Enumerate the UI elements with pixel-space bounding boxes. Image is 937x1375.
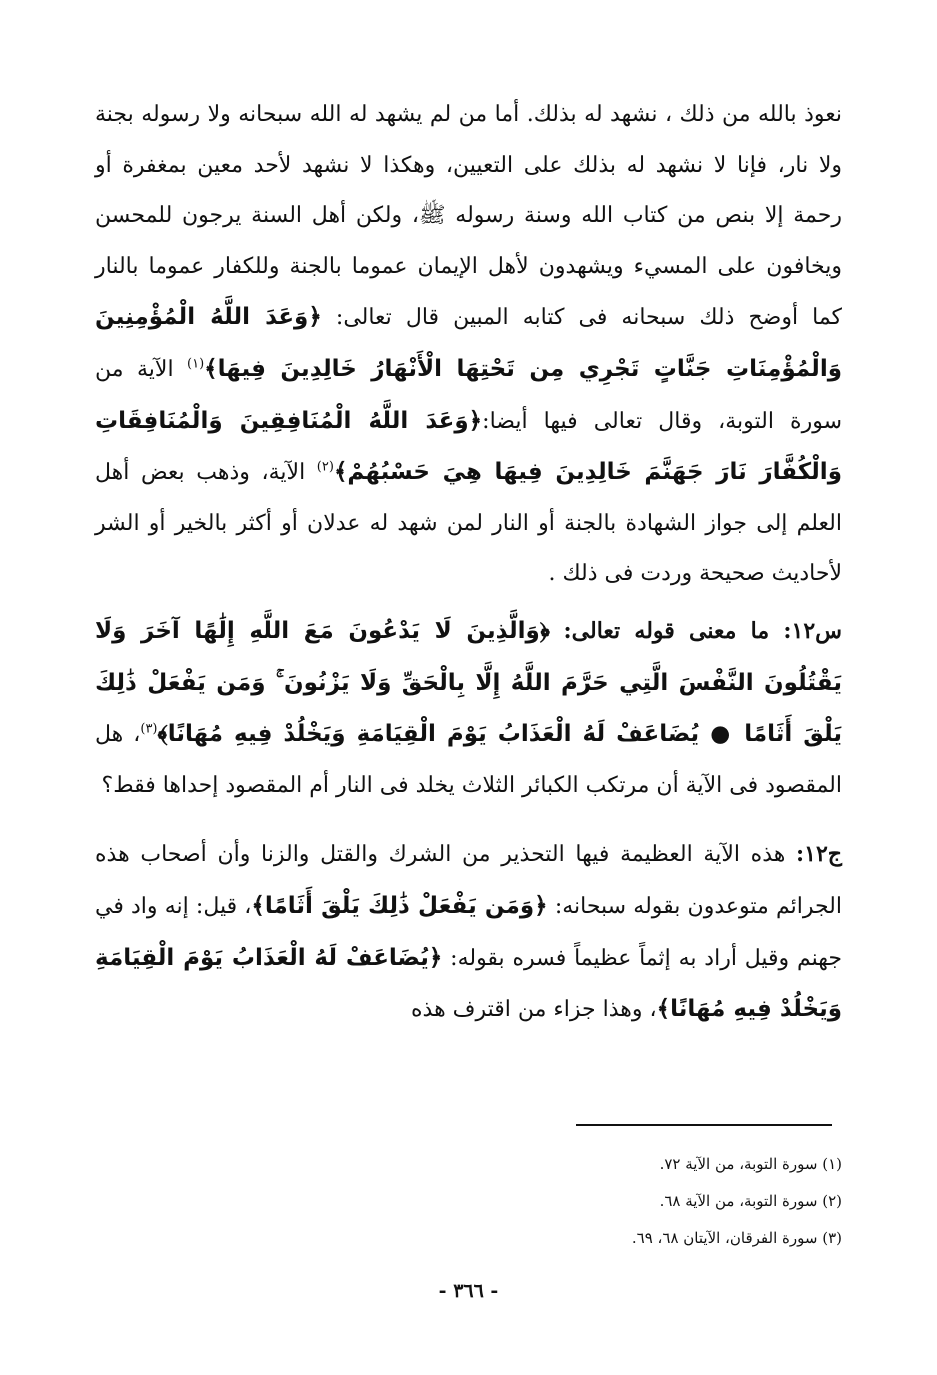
main-text — [95, 90, 842, 1036]
intro-text-1: نعوذ بالله من ذلك ، نشهد له بذلك. أما من لم يشهد له الله سبحانه ولا رسوله بجنة ولا نار، فإنا لا نشهد له بذلك على التعيين، وهكذا لا نشهد لأحد معين بمغفرة أو رحمة إلا بنص من كتاب الله وسنة رسوله ﷺ، ولكن أهل السنة يرجون للمحسن ويخافون على المسيء ويشهدون لأهل الإيمان عموما بالجنة وللكفار عموما بالنار كما أوضح ذلك سبحانه فى كتابه المبين قال تعالى: — [95, 102, 843, 331]
answer-text-2: ، قيل: إنه واد في جهنم وقيل أراد به إثماً عظيماً فسره بقوله: — [95, 893, 843, 971]
footnote-1: (١) سورة التوبة، من الآية ٧٢. — [659, 1155, 842, 1173]
answer-text-1: هذه الآية العظيمة فيها التحذير من الشرك والقتل والزنا وأن أصحاب هذه الجرائم متوعدون بقوله سبحانه: — [95, 842, 842, 919]
footnote-ref-3: (٣) — [140, 721, 158, 737]
question-label: س١٢: ما معنى قوله تعالى: — [563, 617, 842, 644]
footnote-ref-1: (١) — [187, 356, 205, 372]
quran-verse-tawbah-72: ﴿وَعَدَ اللَّهُ الْمُؤْمِنِينَ وَالْمُؤْمِنَاتِ جَنَّاتٍ تَجْرِي مِن تَحْتِهَا الْأَنْهَارُ خَالِدِينَ فِيهَا﴾ — [95, 304, 842, 382]
answer-label: ج١٢: — [796, 841, 842, 868]
footnote-3: (٣) سورة الفرقان، الآيتان ٦٨، ٦٩. — [631, 1229, 842, 1247]
footnote-divider — [576, 1124, 832, 1126]
footnote-2: (٢) سورة التوبة، من الآية ٦٨. — [659, 1192, 842, 1210]
answer-paragraph — [95, 829, 842, 1035]
footnotes — [95, 1146, 842, 1257]
quran-verse-tawbah-68: ﴿وَعَدَ اللَّهُ الْمُنَافِقِينَ وَالْمُنَافِقَاتِ وَالْكُفَّارَ نَارَ جَهَنَّمَ خَالِدِينَ فِيهَا هِيَ حَسْبُهُمْ﴾ — [95, 407, 842, 486]
intro-text-2: الآية من سورة التوبة، وقال تعالى فيها أيضا: — [95, 356, 842, 434]
page-number: - ٣٦٦ - — [438, 1280, 499, 1302]
question-paragraph — [95, 606, 842, 811]
quran-verse-yudaaf: ﴿يُضَاعَفْ لَهُ الْعَذَابُ يَوْمَ الْقِيَامَةِ وَيَخْلُدْ فِيهِ مُهَانًا﴾ — [95, 944, 842, 1023]
answer-text-3: ، وهذا جزاء من اقترف هذه — [411, 997, 657, 1023]
intro-text-3: الآية، وذهب بعض أهل العلم إلى جواز الشهادة بالجنة أو النار لمن شهد له عدلان أو أكثر بالخير أو الشر لأحاديث صحيحة وردت فى ذلك . — [95, 460, 842, 587]
question-text: ، هل المقصود فى الآية أن مرتكب الكبائر الثلاث يخلد فى النار أم المقصود إحداها فقط؟ — [95, 722, 842, 798]
footnote-ref-2: (٢) — [316, 459, 334, 475]
intro-paragraph — [95, 90, 842, 600]
quran-verse-furqan-68-69: ﴿وَالَّذِينَ لَا يَدْعُونَ مَعَ اللَّهِ إِلَٰهًا آخَرَ وَلَا يَقْتُلُونَ النَّفْسَ الَّتِي حَرَّمَ اللَّهُ إِلَّا بِالْحَقِّ وَلَا يَزْنُونَ ۚ وَمَن يَفْعَلْ ذَٰلِكَ يَلْقَ أَثَامًا ● يُضَاعَفْ لَهُ الْعَذَابُ يَوْمَ الْقِيَامَةِ وَيَخْلُدْ فِيهِ مُهَانًا﴾ — [95, 617, 843, 748]
quran-verse-atham: ﴿وَمَن يَفْعَلْ ذَٰلِكَ يَلْقَ أَثَامًا﴾ — [251, 892, 548, 919]
